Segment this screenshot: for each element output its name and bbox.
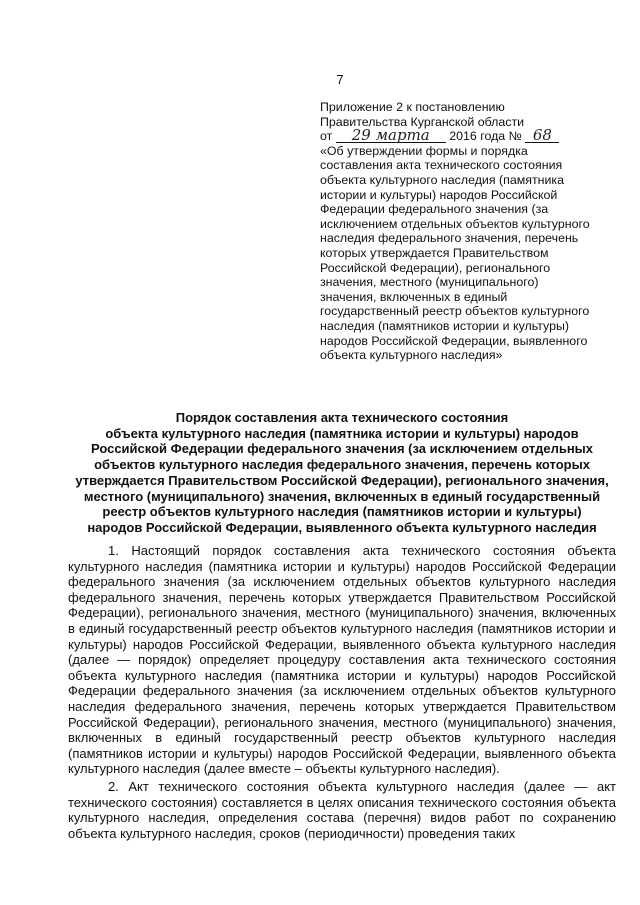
title-line-7: реестр объектов культурного наследия (памятников истории и культуры) [102, 504, 582, 520]
appendix-about-11: значения, включенных в единый [320, 289, 508, 304]
appendix-about-7: наследия федерального значения, перечень [320, 231, 579, 246]
appendix-about-9: Российской Федерации), регионального [320, 260, 551, 275]
appendix-about-5: Федерации федерального значения (за [320, 202, 549, 217]
appendix-about-2: составления акта технического состояния [320, 158, 563, 173]
appendix-about-6: исключением отдельных объектов культурного [320, 216, 590, 231]
appendix-block [320, 100, 610, 363]
title-line-4: объектов культурного наследия федерального значения, перечень которых [94, 457, 590, 473]
appendix-about-15: объекта культурного наследия» [320, 348, 503, 363]
title-line-8: народов Российской Федерации, выявленного объекта культурного наследия [87, 519, 597, 535]
paragraph-2: 2. Акт технического состояния объекта культурного наследия (далее — акт технического состояния) составляется в целях описания технического состояния объекта культурного наследия, определения состава (перечня) видов работ по сохранению объекта культурного наследия, сроков (периодичности) проведения таких [68, 778, 616, 841]
appendix-about-1: «Об утверждении формы и порядка [320, 143, 528, 158]
appendix-about-12: государственный реестр объектов культурного [320, 304, 590, 319]
appendix-date-line [320, 126, 610, 145]
appendix-about-14: народов Российской Федерации, выявленного [320, 333, 588, 348]
appendix-about-4: истории и культуры) народов Российской [320, 187, 558, 202]
paragraph-1: 1. Настоящий порядок составления акта технического состояния объекта культурного наследия (памятника истории и культуры) народов Российской Федерации федерального значения (за исключением отдельных объектов культурного наследия федерального значения, перечень которых утверждается Правительством Российской Федерации), регионального значения, местного (муниципального) значения, включенных в единый государственный реестр объектов культурного наследия (памятников истории и культуры) народов Российской Федерации, выявленного объекта культурного наследия (далее — порядок) определяет процедуру составления акта технического состояния объекта культурного наследия (памятника истории и культуры) народов Российской Федерации федерального значения (за исключением отдельных объектов культурного наследия федерального значения, перечень которых утверждается Правительством Российской Федерации), регионального значения, местного (муниципального) значения, включенных в единый государственный реестр объектов культурного наследия (памятников истории и культуры) народов Российской Федерации, выявленного объекта культурного наследия (далее вместе – объекты культурного наследия). [68, 543, 616, 777]
title-line-5: утверждается Правительством Российской Федерации), регионального значения, [75, 472, 609, 488]
body-text [68, 543, 616, 841]
appendix-about-8: которых утверждается Правительством [320, 245, 549, 260]
appendix-line-1: Приложение 2 к постановлению [320, 100, 505, 114]
handwritten-date: 29 марта [336, 129, 446, 143]
page-number: 7 [336, 72, 344, 87]
appendix-about-10: значения, местного (муниципального) [320, 275, 539, 290]
appendix-line-2: Правительства Курганской области [320, 114, 525, 129]
title-line-1: Порядок составления акта технического состояния [175, 410, 509, 425]
title-line-3: Российской Федерации федерального значения (за исключением отдельных [90, 441, 594, 457]
appendix-about-13: наследия (памятников истории и культуры) [320, 318, 570, 333]
document-title [68, 410, 616, 536]
title-line-6: местного (муниципального) значения, включенных в единый государственный [83, 488, 601, 504]
title-line-2: объекта культурного наследия (памятника истории и культуры) народов [105, 425, 579, 441]
handwritten-number: 68 [525, 129, 559, 143]
date-suffix: 2016 года № [449, 129, 522, 144]
appendix-about-3: объекта культурного наследия (памятника [320, 172, 564, 187]
date-prefix: от [320, 129, 333, 144]
